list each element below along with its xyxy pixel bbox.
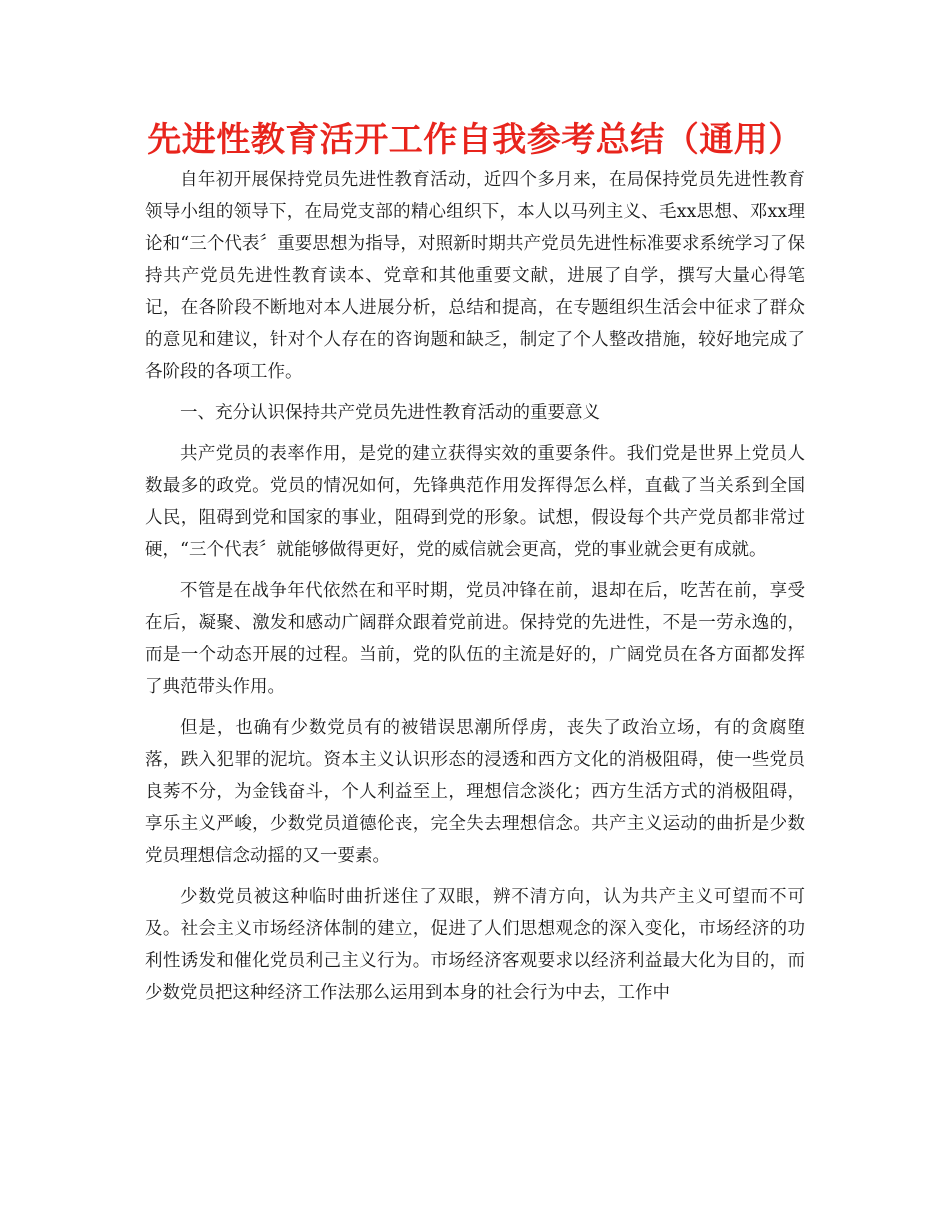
paragraph-market: 少数党员被这种临时曲折迷住了双眼，辨不清方向，认为共产主义可望而不可及。社会主义市场经济体制的建立，促进了人们思想观念的深入变化，市场经济的功利性诱发和催化党员利己主义行为。市场经济客观要求以经济利益最大化为目的，而少数党员把这种经济工作法那么运用到本身的社会行为中去，工作中 (145, 887, 805, 1003)
document-title: 先进性教育活开工作自我参考总结（通用） (147, 120, 803, 160)
paragraph-problems: 但是，也确有少数党员有的被错误思潮所俘虏，丧失了政治立场，有的贪腐堕落，跌入犯罪的泥坑。资本主义认识形态的浸透和西方文化的消极阻碍，使一些党员良莠不分，为金钱奋斗，个人利益至上，理想信念淡化；西方生活方式的消极阻碍，享乐主义严峻，少数党员道德伦丧，完全失去理想信念。共产主义运动的曲折是少数党员理想信念动摇的又一要素。 (145, 718, 805, 866)
document-body (145, 164, 805, 1018)
paragraph-role: 共产党员的表率作用，是党的建立获得实效的重要条件。我们党是世界上党员人数最多的政党。党员的情况如何，先锋典范作用发挥得怎么样，直截了当关系到全国人民，阻碍到党和国家的事业，阻碍到党的形象。试想，假设每个共产党员都非常过硬，“三个代表〞就能够做得更好，党的威信就会更高，党的事业就会更有成就。 (145, 444, 805, 560)
section-heading-1: 一、充分认识保持共产党员先进性教育活动的重要意义 (180, 403, 600, 423)
paragraph-history: 不管是在战争年代依然在和平时期，党员冲锋在前，退却在后，吃苦在前，享受在后，凝聚、激发和感动广阔群众跟着党前进。保持党的先进性，不是一劳永逸的，而是一个动态开展的过程。当前，党的队伍的主流是好的，广阔党员在各方面都发挥了典范带头作用。 (145, 581, 805, 697)
paragraph-intro: 自年初开展保持党员先进性教育活动，近四个多月来，在局保持党员先进性教育领导小组的领导下，在局党支部的精心组织下，本人以马列主义、毛xx思想、邓xx理论和“三个代表〞重要思想为指导，对照新时期共产党员先进性标准要求系统学习了保持共产党员先进性教育读本、党章和其他重要文献，进展了自学，撰写大量心得笔记，在各阶段不断地对本人进展分析，总结和提高，在专题组织生活会中征求了群众的意见和建议，针对个人存在的咨询题和缺乏，制定了个人整改措施，较好地完成了各阶段的各项工作。 (145, 170, 805, 382)
